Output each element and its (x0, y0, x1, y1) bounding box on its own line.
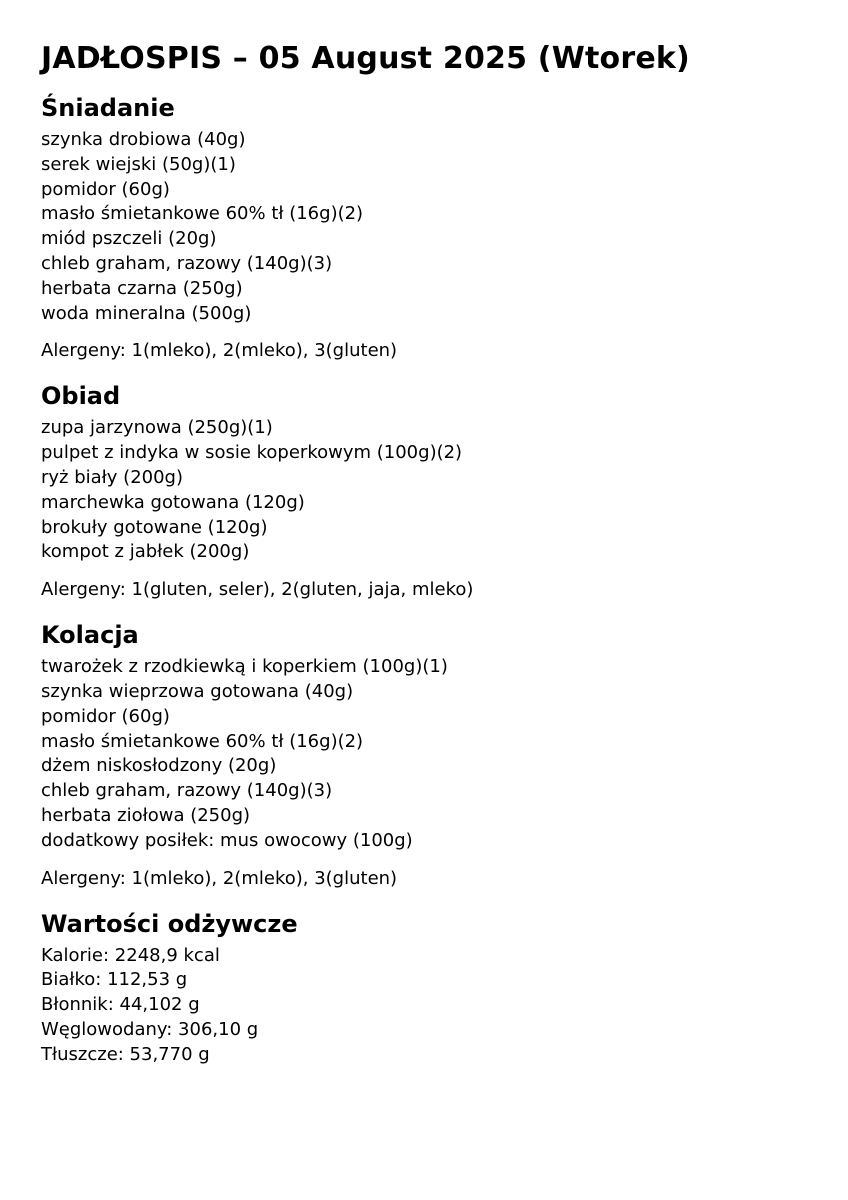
nutrition-section (41, 910, 848, 1068)
meal-item: pomidor (60g) (41, 178, 170, 200)
meal-item: chleb graham, razowy (140g)(3) (41, 780, 333, 802)
meal-item: brokuły gotowane (120g) (41, 516, 268, 538)
meal-items (41, 655, 848, 853)
meal-item: marchewka gotowana (120g) (41, 491, 305, 513)
meal-item: masło śmietankowe 60% tł (16g)(2) (41, 730, 364, 752)
meal-item: pomidor (60g) (41, 705, 170, 727)
meal-item: dodatkowy posiłek: mus owocowy (100g) (41, 829, 413, 851)
meal-heading: Śniadanie (41, 94, 175, 122)
nutrition-list (41, 944, 848, 1068)
meal-section-breakfast (41, 94, 848, 363)
meal-item: serek wiejski (50g)(1) (41, 153, 236, 175)
meal-section-dinner (41, 621, 848, 890)
meal-items (41, 128, 848, 326)
allergens-note: Alergeny: 1(mleko), 2(mleko), 3(gluten) (41, 867, 398, 889)
meal-item: szynka wieprzowa gotowana (40g) (41, 680, 354, 702)
nutrition-heading: Wartości odżywcze (41, 909, 298, 938)
meal-heading: Obiad (41, 382, 121, 411)
meal-item: ryż biały (200g) (41, 466, 183, 488)
page-title: JADŁOSPIS – 05 August 2025 (Wtorek) (41, 41, 690, 76)
meal-item: chleb graham, razowy (140g)(3) (41, 252, 333, 274)
meal-item: herbata ziołowa (250g) (41, 804, 251, 826)
allergens-note: Alergeny: 1(mleko), 2(mleko), 3(gluten) (41, 340, 398, 362)
allergens-note: Alergeny: 1(gluten, seler), 2(gluten, jaja, mleko) (41, 579, 474, 601)
meal-item: twarożek z rzodkiewką i koperkiem (100g)(1) (41, 656, 448, 678)
meal-item: zupa jarzynowa (250g)(1) (41, 417, 273, 439)
meal-item: pulpet z indyka w sosie koperkowym (100g)(2) (41, 442, 463, 464)
nutrition-row: Kalorie: 2248,9 kcal (41, 944, 220, 966)
meal-item: miód pszczeli (20g) (41, 228, 217, 250)
meal-item: dżem niskosłodzony (20g) (41, 755, 277, 777)
meal-item: szynka drobiowa (40g) (41, 129, 246, 150)
nutrition-row: Białko: 112,53 g (41, 969, 188, 991)
meal-item: masło śmietankowe 60% tł (16g)(2) (41, 203, 364, 225)
nutrition-row: Tłuszcze: 53,770 g (41, 1043, 210, 1065)
meal-heading: Kolacja (41, 621, 139, 650)
meal-item: kompot z jabłek (200g) (41, 541, 250, 563)
nutrition-row: Błonnik: 44,102 g (41, 994, 200, 1016)
meal-item: woda mineralna (500g) (41, 302, 252, 324)
meal-item: herbata czarna (250g) (41, 277, 243, 299)
meal-section-lunch (41, 382, 848, 602)
meal-items (41, 416, 848, 565)
nutrition-row: Węglowodany: 306,10 g (41, 1018, 259, 1040)
